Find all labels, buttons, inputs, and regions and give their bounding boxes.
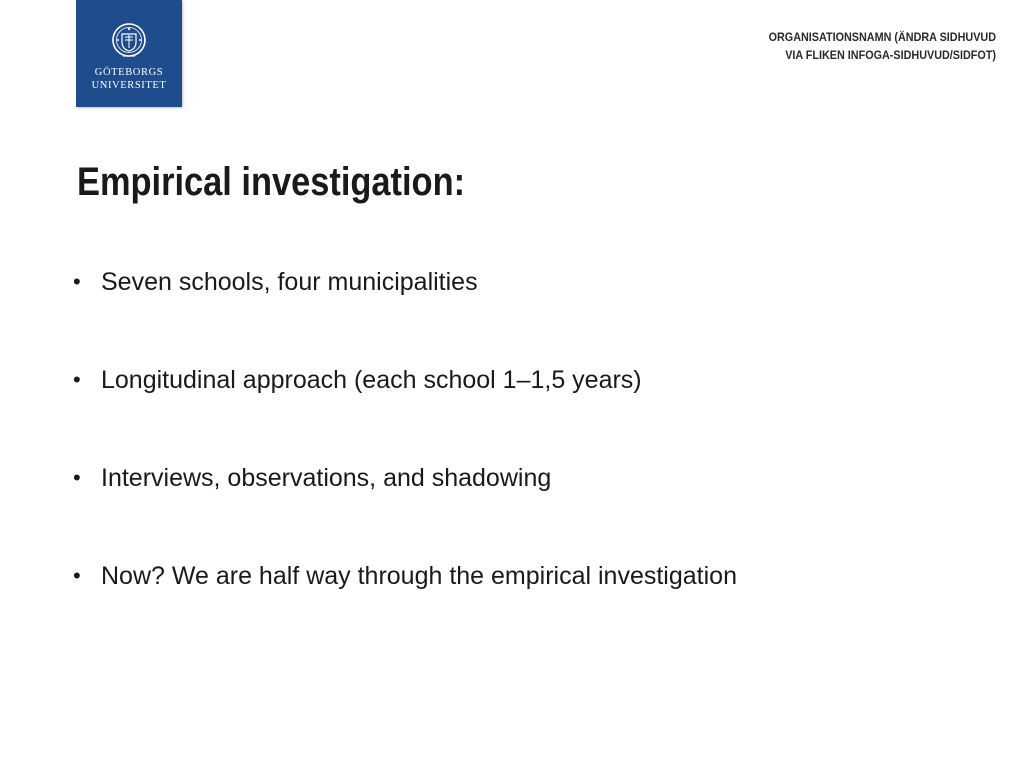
bullet-item	[73, 360, 973, 458]
organisation-header	[672, 28, 996, 64]
bullet-item	[73, 262, 973, 360]
university-seal-icon	[111, 22, 147, 62]
university-logo	[76, 0, 182, 107]
bullet-text: Interviews, observations, and shadowing	[101, 464, 552, 492]
bullet-text: Longitudinal approach (each school 1–1,5 years)	[101, 366, 642, 394]
bullet-item	[73, 458, 973, 556]
bullet-dot-icon: •	[73, 563, 81, 588]
bullet-text: Seven schools, four municipalities	[101, 268, 478, 296]
bullet-item	[73, 556, 973, 654]
bullet-text: Now? We are half way through the empirical investigation	[101, 562, 737, 590]
slide-title: Empirical investigation:	[77, 160, 466, 204]
logo-text-line2: UNIVERSITET	[91, 80, 167, 91]
logo-text-line1: GÖTEBORGS	[94, 67, 164, 78]
bullet-list	[73, 262, 973, 654]
bullet-dot-icon: •	[73, 465, 81, 490]
bullet-dot-icon: •	[73, 269, 81, 294]
bullet-dot-icon: •	[73, 367, 81, 392]
organisation-header-line1: ORGANISATIONSNAMN (ÄNDRA SIDHUVUD	[768, 30, 996, 44]
organisation-header-line2: VIA FLIKEN INFOGA-SIDHUVUD/SIDFOT)	[785, 48, 996, 62]
